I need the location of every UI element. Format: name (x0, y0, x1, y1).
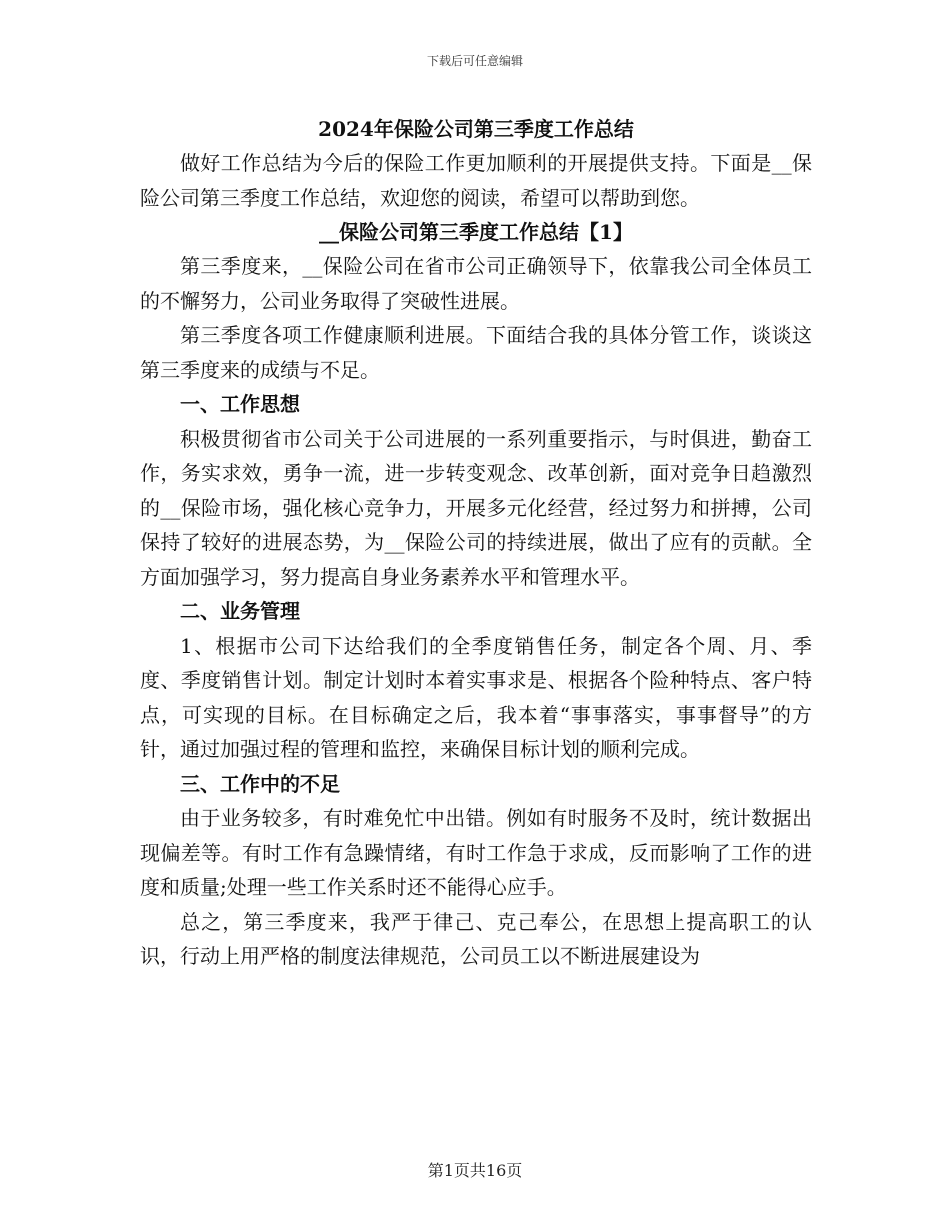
intro-paragraph: 做好工作总结为今后的保险工作更加顺利的开展提供支持。下面是__保险公司第三季度工作总结，欢迎您的阅读，希望可以帮助到您。 (140, 151, 812, 210)
heading-work-thinking: 一、工作思想 (180, 392, 300, 416)
document-title: 2024年保险公司第三季度工作总结 (318, 117, 634, 141)
paragraph-2: 第三季度各项工作健康顺利进展。下面结合我的具体分管工作，谈谈这第三季度来的成绩与不足。 (140, 323, 812, 382)
section-title: __保险公司第三季度工作总结【1】 (319, 220, 633, 244)
body-business-management: 1、根据市公司下达给我们的全季度销售任务，制定各个周、月、季度、季度销售计划。制定计划时本着实事求是、根据各个险种特点、客户特点，可实现的目标。在目标确定之后，我本着“事事落实，事事督导”的方针，通过加强过程的管理和监控，来确保目标计划的顺利完成。 (140, 633, 812, 761)
heading-shortcomings: 三、工作中的不足 (180, 771, 340, 796)
body-conclusion: 总之，第三季度来，我严于律己、克己奉公，在思想上提高职工的认识，行动上用严格的制度法律规范，公司员工以不断进展建设为 (140, 909, 812, 968)
body-work-thinking: 积极贯彻省市公司关于公司进展的一系列重要指示，与时俱进，勤奋工作，务实求效，勇争一流，进一步转变观念、改革创新，面对竞争日趋激烈的__保险市场，强化核心竞争力，开展多元化经营，经过努力和拼搏，公司保持了较好的进展态势，为__保险公司的持续进展，做出了应有的贡献。全方面加强学习，努力提高自身业务素养水平和管理水平。 (140, 426, 812, 589)
page-number: 第1页共16页 (427, 1161, 523, 1180)
document-page (140, 112, 812, 974)
paragraph-1: 第三季度来，__保险公司在省市公司正确领导下，依靠我公司全体员工的不懈努力，公司业务取得了突破性进展。 (140, 254, 812, 313)
body-shortcomings: 由于业务较多，有时难免忙中出错。例如有时服务不及时，统计数据出现偏差等。有时工作有急躁情绪，有时工作急于求成，反而影响了工作的进度和质量;处理一些工作关系时还不能得心应手。 (140, 806, 812, 899)
heading-business-management: 二、业务管理 (180, 599, 300, 623)
page-header-note: 下载后可任意编辑 (426, 54, 523, 68)
